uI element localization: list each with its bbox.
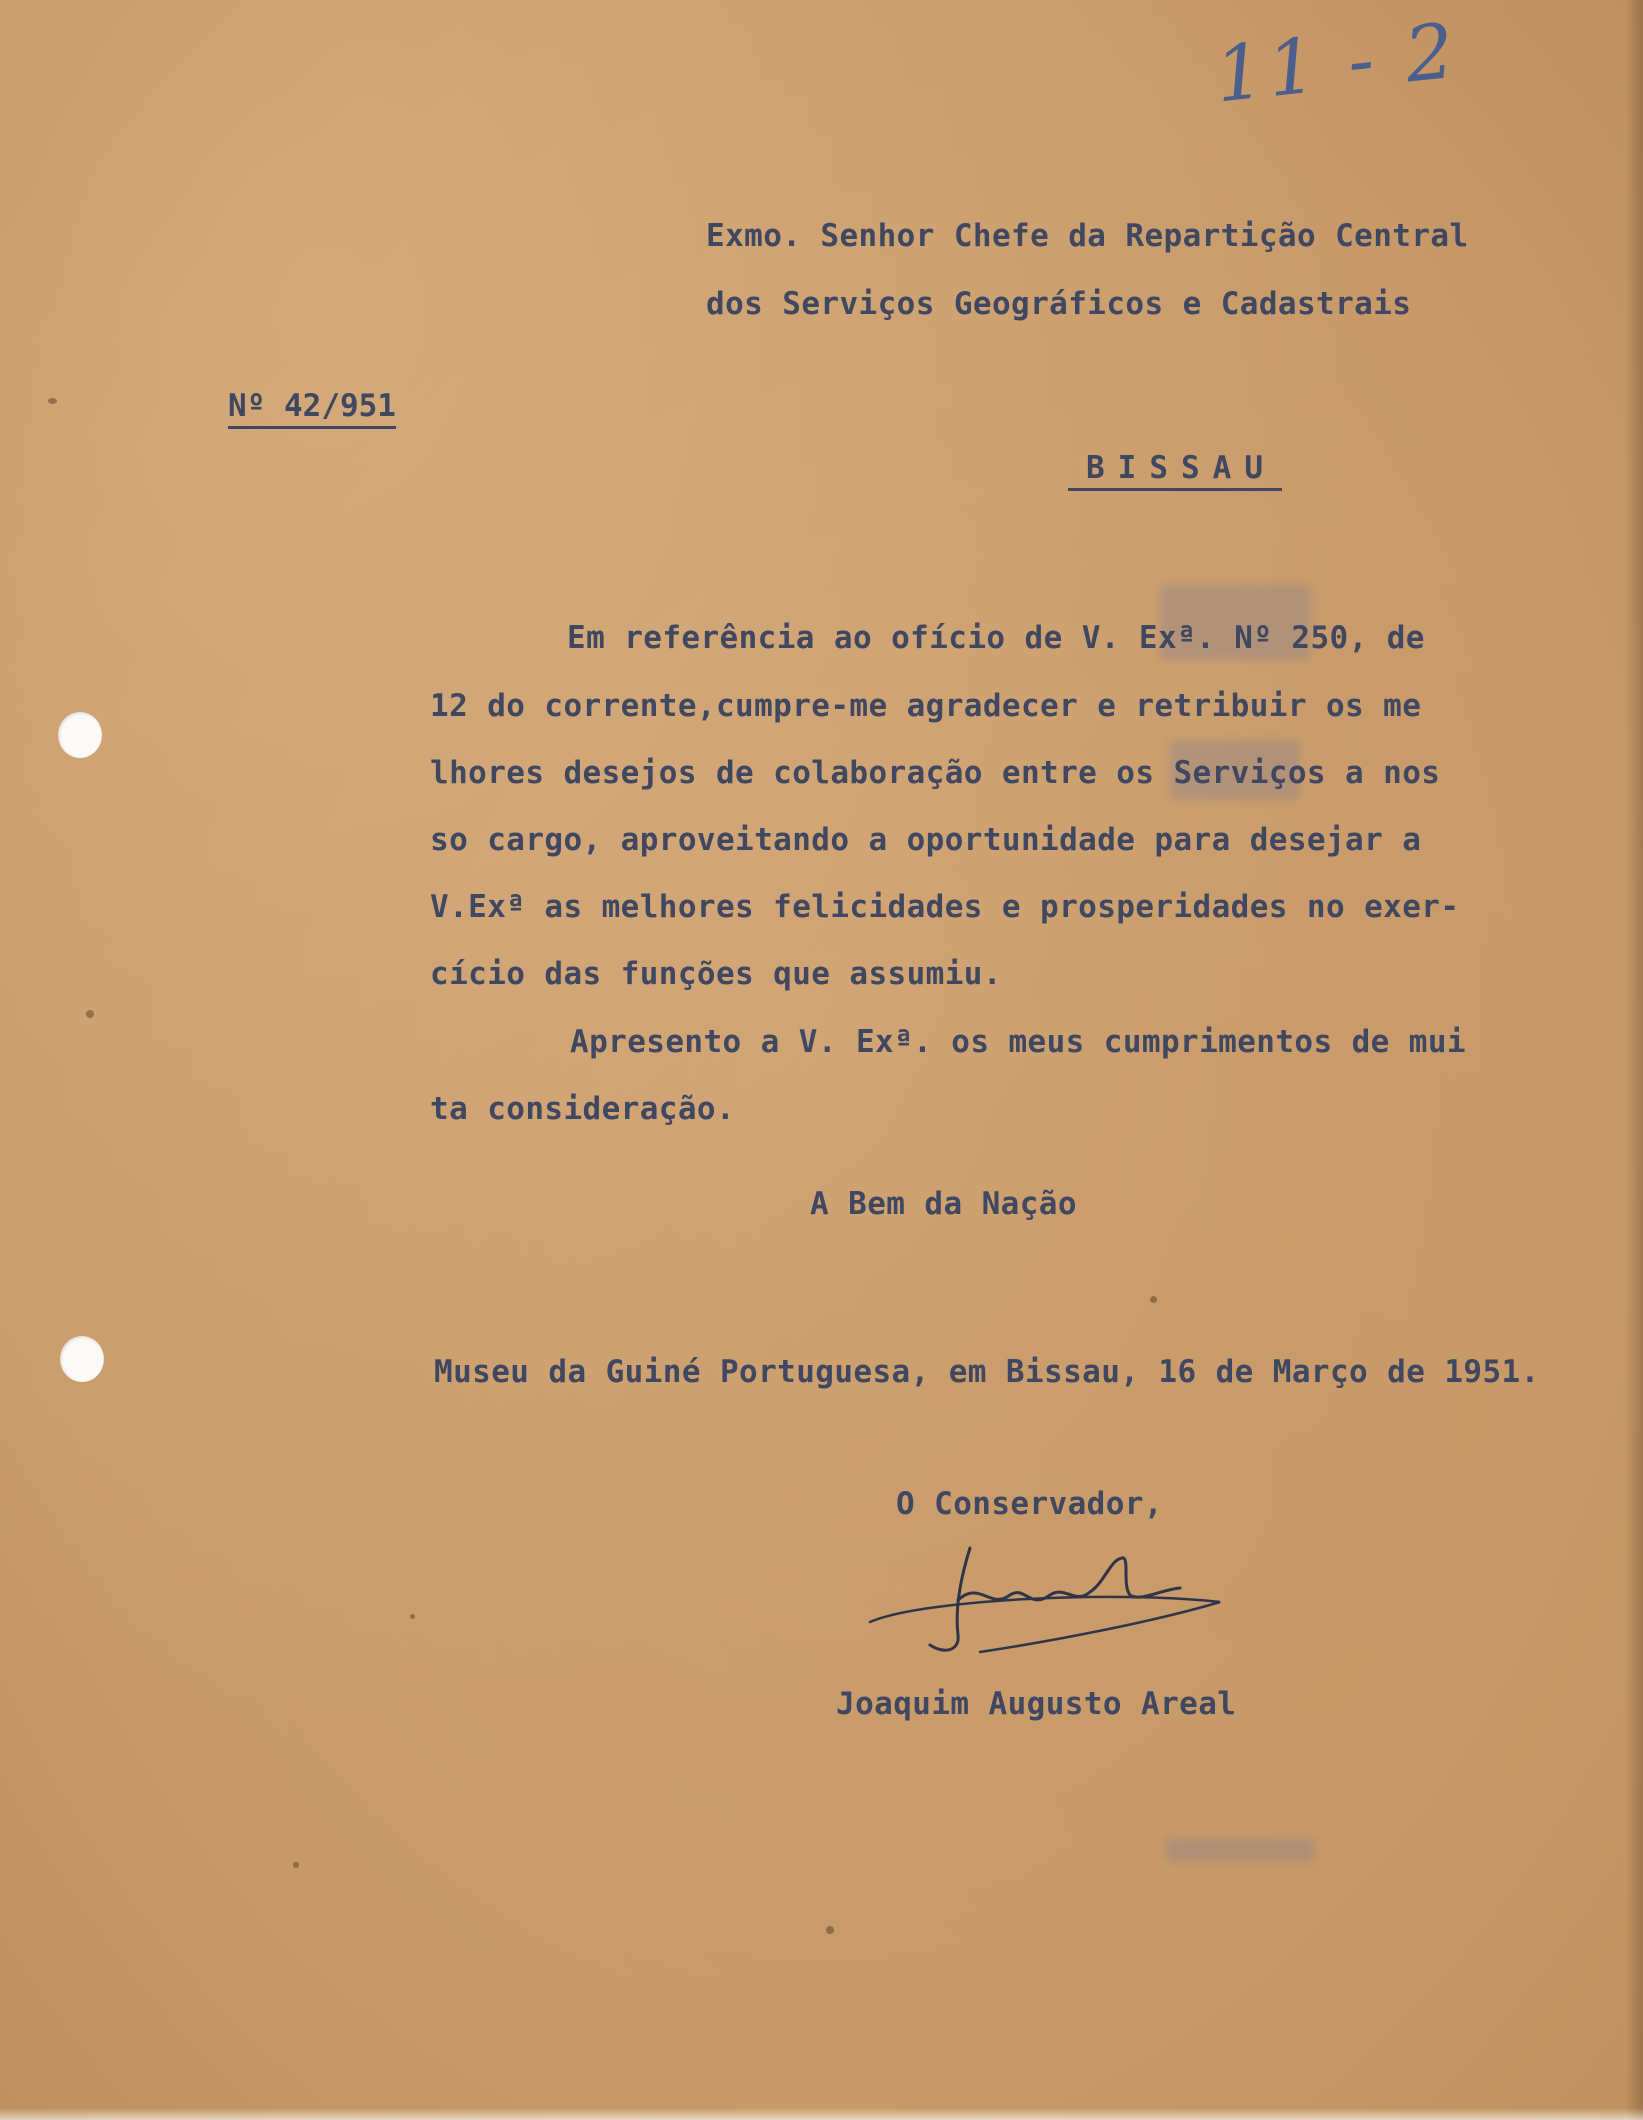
punch-hole bbox=[60, 1336, 104, 1382]
signer-title: O Conservador, bbox=[896, 1486, 1163, 1522]
body-line: cício das funções que assumiu. bbox=[430, 956, 1002, 992]
body-line: V.Exª as melhores felicidades e prosperidades no exer- bbox=[430, 889, 1460, 925]
punch-hole bbox=[58, 712, 102, 758]
place-and-date: Museu da Guiné Portuguesa, em Bissau, 16 de Março de 1951. bbox=[434, 1354, 1540, 1390]
paper-speck bbox=[48, 398, 57, 404]
reference-number: Nº 42/951 bbox=[228, 388, 396, 429]
addressee-line-2: dos Serviços Geográficos e Cadastrais bbox=[706, 286, 1412, 322]
handwritten-note: 11 - 2 bbox=[1211, 5, 1463, 120]
page-bottom-edge bbox=[0, 2108, 1643, 2120]
body-line: Apresento a V. Exª. os meus cumprimentos de mui bbox=[570, 1024, 1466, 1060]
paper-speck bbox=[86, 1010, 94, 1018]
paper-speck bbox=[410, 1614, 415, 1619]
signer-name: Joaquim Augusto Areal bbox=[836, 1686, 1237, 1722]
body-line: 12 do corrente,cumpre-me agradecer e retribuir os me bbox=[430, 688, 1422, 724]
page-edge-shadow bbox=[1625, 0, 1643, 2120]
body-line: Em referência ao ofício de V. Exª. Nº 250, de bbox=[567, 620, 1425, 656]
paper-speck bbox=[826, 1926, 834, 1934]
body-line: ta consideração. bbox=[430, 1091, 736, 1127]
handwritten-signature bbox=[860, 1540, 1240, 1670]
paper-speck bbox=[293, 1862, 299, 1868]
body-line: so cargo, aproveitando a oportunidade para desejar a bbox=[430, 822, 1422, 858]
addressee-line-1: Exmo. Senhor Chefe da Repartição Central bbox=[706, 218, 1469, 254]
city-heading: BISSAU bbox=[1068, 450, 1282, 491]
paper-speck bbox=[1150, 1296, 1157, 1303]
body-line: lhores desejos de colaboração entre os Serviços a nos bbox=[430, 755, 1441, 791]
closing-formula: A Bem da Nação bbox=[810, 1186, 1077, 1222]
ink-smudge bbox=[1165, 1838, 1315, 1862]
